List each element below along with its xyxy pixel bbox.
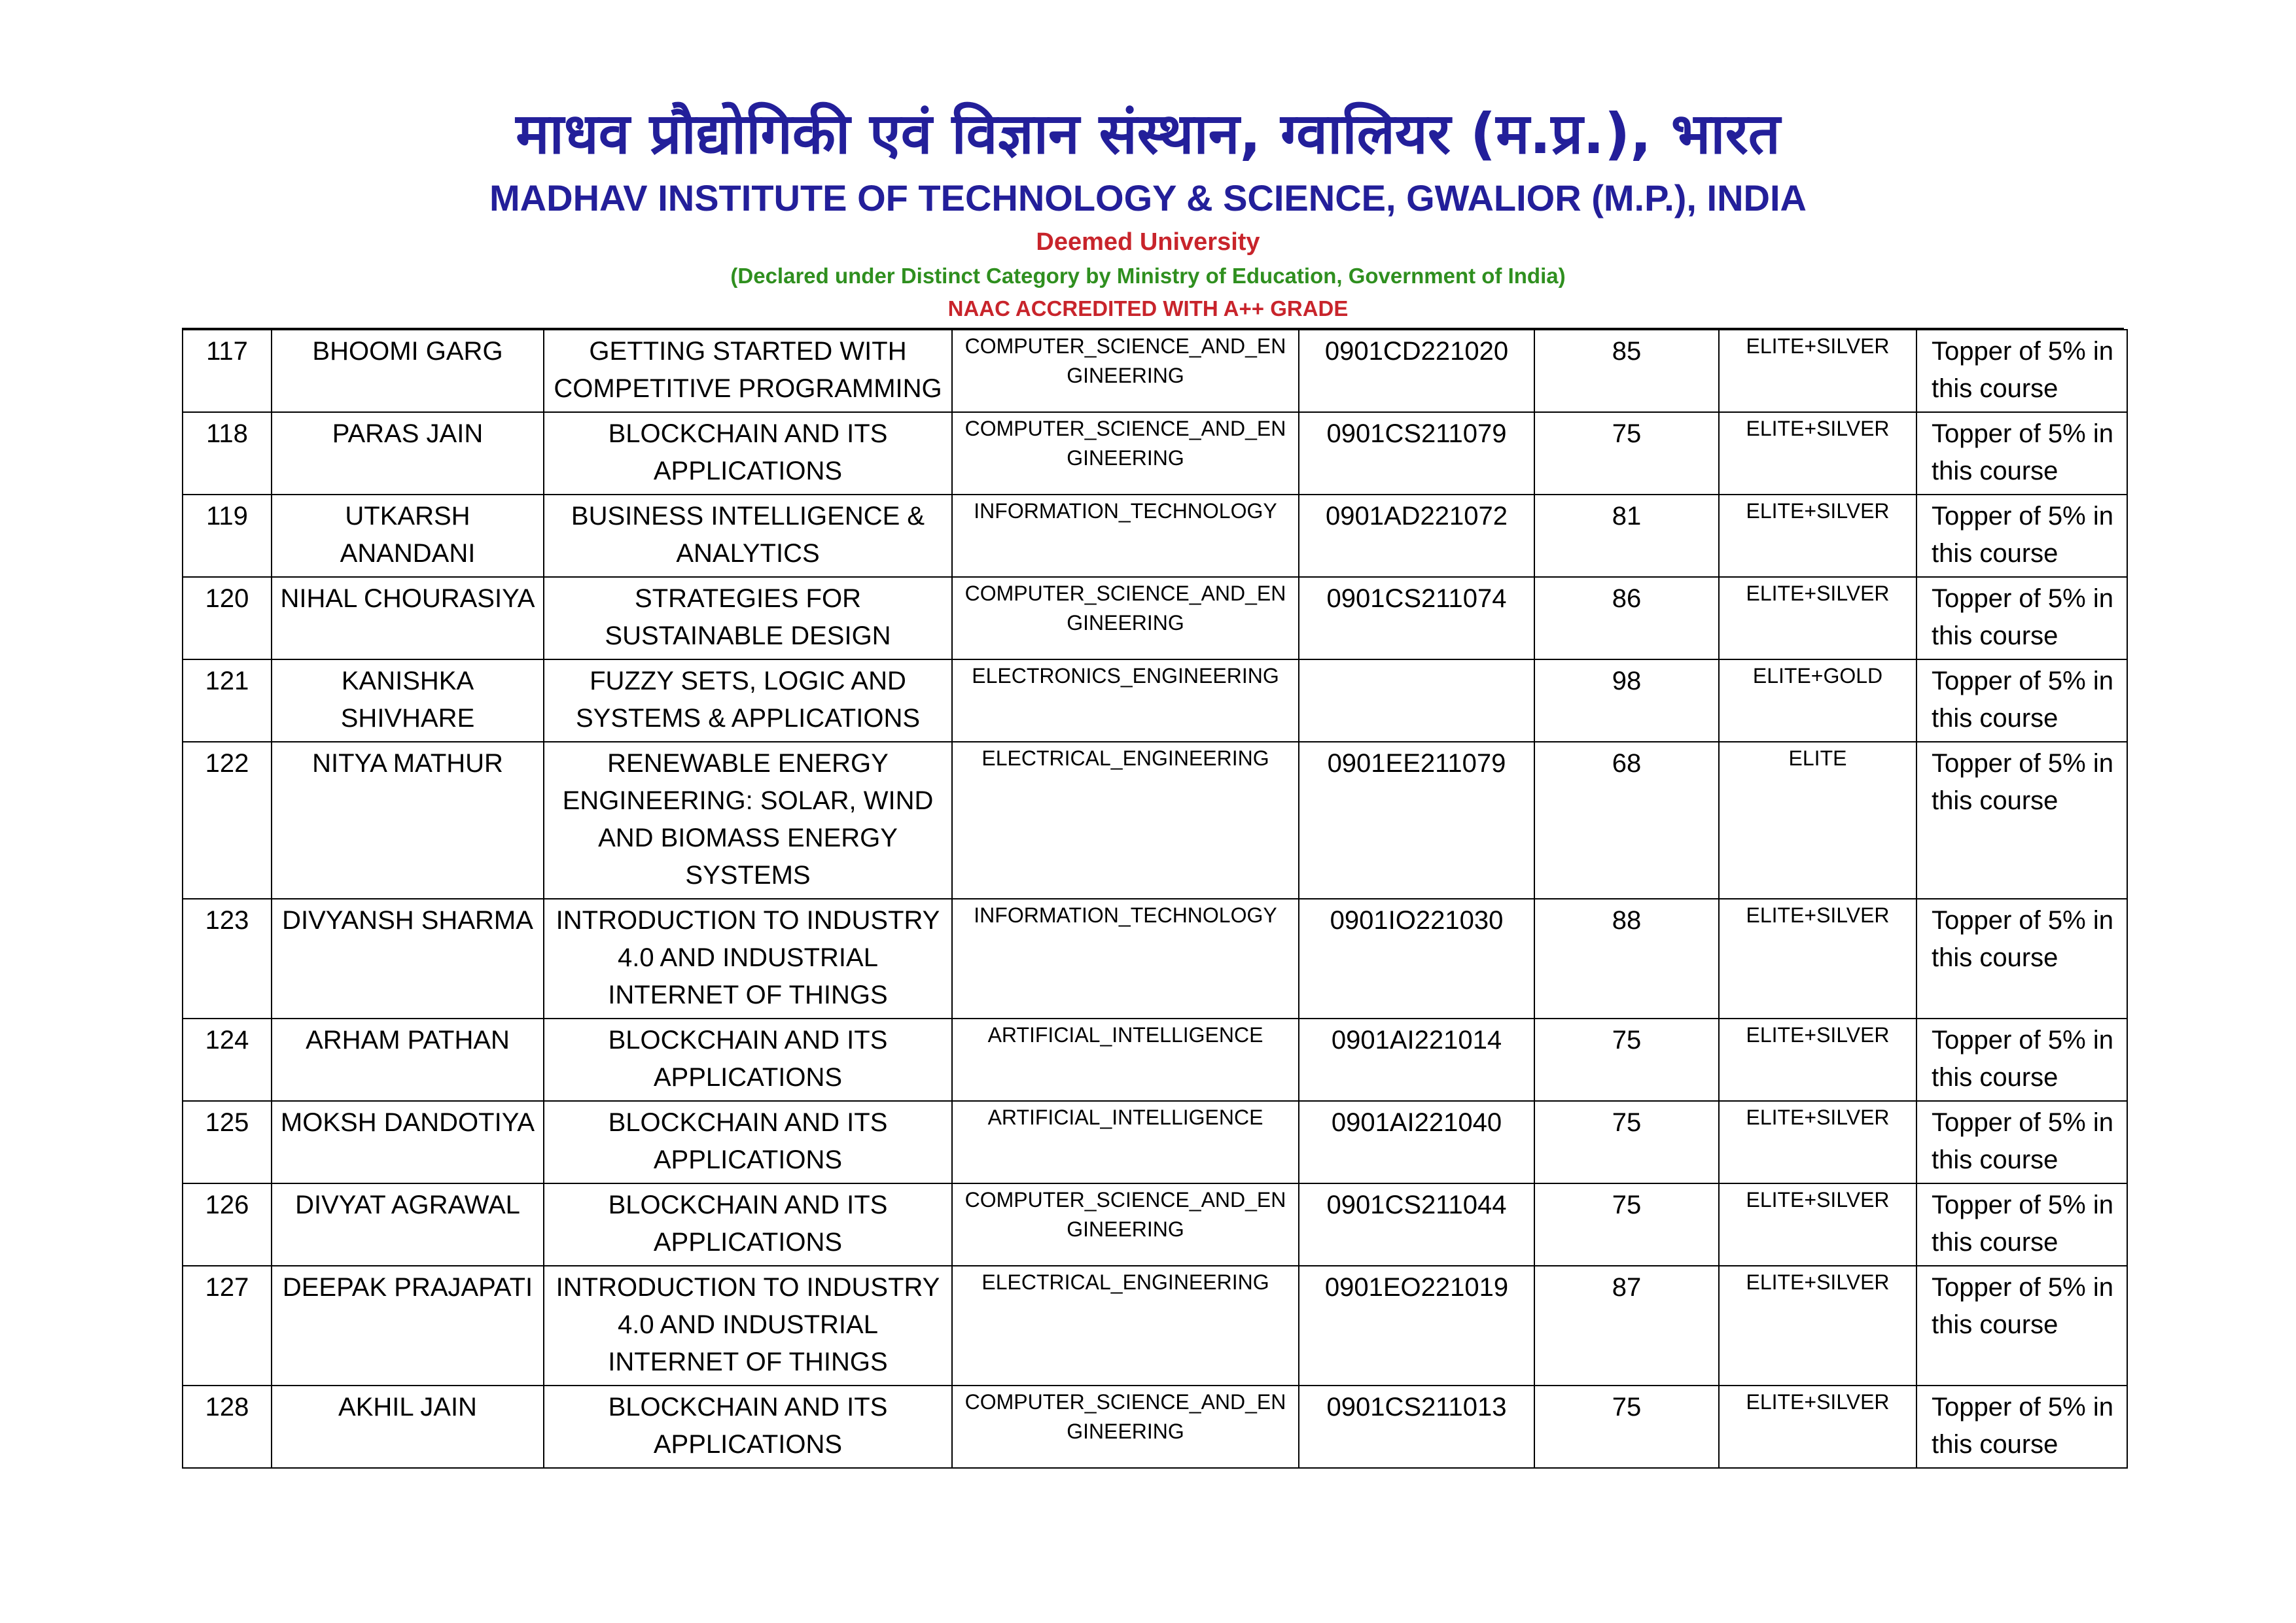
remark-cell: Topper of 5% in this course: [1916, 1183, 2127, 1266]
toppers-table: [182, 329, 2128, 1469]
course-name-cell: BLOCKCHAIN AND ITS APPLICATIONS: [544, 412, 952, 495]
course-name-cell: GETTING STARTED WITH COMPETITIVE PROGRAMMING: [544, 330, 952, 412]
serial-number-cell: 118: [183, 412, 272, 495]
department-cell: COMPUTER_SCIENCE_AND_ENGINEERING: [952, 1386, 1299, 1468]
table-row: [183, 1019, 2127, 1101]
score-cell: 75: [1534, 1386, 1719, 1468]
certificate-category-cell: ELITE+SILVER: [1719, 1101, 1916, 1183]
certificate-category-cell: ELITE: [1719, 742, 1916, 899]
table-row: [183, 742, 2127, 899]
table-row: [183, 412, 2127, 495]
serial-number-cell: 122: [183, 742, 272, 899]
enrollment-number-cell: 0901AI221014: [1299, 1019, 1534, 1101]
course-name-cell: INTRODUCTION TO INDUSTRY 4.0 AND INDUSTRIAL INTERNET OF THINGS: [544, 899, 952, 1019]
serial-number-cell: 120: [183, 577, 272, 659]
enrollment-number-cell: 0901EO221019: [1299, 1266, 1534, 1386]
student-name-cell: BHOOMI GARG: [272, 330, 544, 412]
score-cell: 86: [1534, 577, 1719, 659]
score-cell: 85: [1534, 330, 1719, 412]
remark-cell: Topper of 5% in this course: [1916, 1019, 2127, 1101]
remark-cell: Topper of 5% in this course: [1916, 1266, 2127, 1386]
table-row: [183, 577, 2127, 659]
certificate-category-cell: ELITE+SILVER: [1719, 1183, 1916, 1266]
course-name-cell: BUSINESS INTELLIGENCE & ANALYTICS: [544, 495, 952, 577]
serial-number-cell: 123: [183, 899, 272, 1019]
score-cell: 87: [1534, 1266, 1719, 1386]
remark-cell: Topper of 5% in this course: [1916, 330, 2127, 412]
serial-number-cell: 128: [183, 1386, 272, 1468]
department-cell: ELECTRICAL_ENGINEERING: [952, 1266, 1299, 1386]
certificate-category-cell: ELITE+SILVER: [1719, 1266, 1916, 1386]
declaration-note: (Declared under Distinct Category by Ministry of Education, Government of India): [730, 264, 1566, 288]
score-cell: 75: [1534, 1183, 1719, 1266]
serial-number-cell: 125: [183, 1101, 272, 1183]
certificate-category-cell: ELITE+GOLD: [1719, 659, 1916, 742]
table-row: [183, 495, 2127, 577]
course-name-cell: BLOCKCHAIN AND ITS APPLICATIONS: [544, 1019, 952, 1101]
student-name-cell: KANISHKA SHIVHARE: [272, 659, 544, 742]
score-cell: 75: [1534, 1019, 1719, 1101]
remark-cell: Topper of 5% in this course: [1916, 1101, 2127, 1183]
department-cell: ELECTRICAL_ENGINEERING: [952, 742, 1299, 899]
enrollment-number-cell: 0901AI221040: [1299, 1101, 1534, 1183]
certificate-category-cell: ELITE+SILVER: [1719, 330, 1916, 412]
naac-accreditation-label: NAAC ACCREDITED WITH A++ GRADE: [947, 296, 1349, 321]
department-cell: ELECTRONICS_ENGINEERING: [952, 659, 1299, 742]
student-name-cell: DIVYAT AGRAWAL: [272, 1183, 544, 1266]
course-name-cell: FUZZY SETS, LOGIC AND SYSTEMS & APPLICATIONS: [544, 659, 952, 742]
table-row: [183, 899, 2127, 1019]
course-name-cell: RENEWABLE ENERGY ENGINEERING: SOLAR, WIND AND BIOMASS ENERGY SYSTEMS: [544, 742, 952, 899]
score-cell: 88: [1534, 899, 1719, 1019]
course-name-cell: BLOCKCHAIN AND ITS APPLICATIONS: [544, 1386, 952, 1468]
certificate-category-cell: ELITE+SILVER: [1719, 495, 1916, 577]
department-cell: ARTIFICIAL_INTELLIGENCE: [952, 1101, 1299, 1183]
table-body: [183, 330, 2127, 1468]
institute-name-hindi: माधव प्रौद्योगिकी एवं विज्ञान संस्थान, ग्वालियर (म.प्र.), भारत: [516, 101, 1780, 167]
score-cell: 98: [1534, 659, 1719, 742]
student-name-cell: ARHAM PATHAN: [272, 1019, 544, 1101]
score-cell: 81: [1534, 495, 1719, 577]
enrollment-number-cell: 0901CS211079: [1299, 412, 1534, 495]
remark-cell: Topper of 5% in this course: [1916, 495, 2127, 577]
student-name-cell: NITYA MATHUR: [272, 742, 544, 899]
certificate-category-cell: ELITE+SILVER: [1719, 1019, 1916, 1101]
student-name-cell: UTKARSH ANANDANI: [272, 495, 544, 577]
course-name-cell: BLOCKCHAIN AND ITS APPLICATIONS: [544, 1101, 952, 1183]
enrollment-number-cell: 0901AD221072: [1299, 495, 1534, 577]
department-cell: ARTIFICIAL_INTELLIGENCE: [952, 1019, 1299, 1101]
student-name-cell: NIHAL CHOURASIYA: [272, 577, 544, 659]
department-cell: COMPUTER_SCIENCE_AND_ENGINEERING: [952, 330, 1299, 412]
enrollment-number-cell: 0901CS211074: [1299, 577, 1534, 659]
department-cell: INFORMATION_TECHNOLOGY: [952, 495, 1299, 577]
student-name-cell: DIVYANSH SHARMA: [272, 899, 544, 1019]
enrollment-number-cell: 0901CD221020: [1299, 330, 1534, 412]
table-row: [183, 1101, 2127, 1183]
enrollment-number-cell: 0901CS211044: [1299, 1183, 1534, 1266]
table-row: [183, 1266, 2127, 1386]
student-name-cell: AKHIL JAIN: [272, 1386, 544, 1468]
institute-name-english: MADHAV INSTITUTE OF TECHNOLOGY & SCIENCE, GWALIOR (M.P.), INDIA: [489, 177, 1807, 218]
deemed-university-label: Deemed University: [1036, 228, 1260, 256]
serial-number-cell: 119: [183, 495, 272, 577]
student-name-cell: DEEPAK PRAJAPATI: [272, 1266, 544, 1386]
enrollment-number-cell: 0901IO221030: [1299, 899, 1534, 1019]
remark-cell: Topper of 5% in this course: [1916, 577, 2127, 659]
serial-number-cell: 126: [183, 1183, 272, 1266]
course-name-cell: INTRODUCTION TO INDUSTRY 4.0 AND INDUSTRIAL INTERNET OF THINGS: [544, 1266, 952, 1386]
remark-cell: Topper of 5% in this course: [1916, 1386, 2127, 1468]
enrollment-number-cell: 0901EE211079: [1299, 742, 1534, 899]
score-cell: 68: [1534, 742, 1719, 899]
department-cell: COMPUTER_SCIENCE_AND_ENGINEERING: [952, 1183, 1299, 1266]
enrollment-number-cell: 0901CS211013: [1299, 1386, 1534, 1468]
remark-cell: Topper of 5% in this course: [1916, 899, 2127, 1019]
serial-number-cell: 124: [183, 1019, 272, 1101]
score-cell: 75: [1534, 1101, 1719, 1183]
certificate-category-cell: ELITE+SILVER: [1719, 1386, 1916, 1468]
course-name-cell: STRATEGIES FOR SUSTAINABLE DESIGN: [544, 577, 952, 659]
enrollment-number-cell: [1299, 659, 1534, 742]
department-cell: INFORMATION_TECHNOLOGY: [952, 899, 1299, 1019]
table-row: [183, 330, 2127, 412]
serial-number-cell: 127: [183, 1266, 272, 1386]
table-row: [183, 659, 2127, 742]
table-row: [183, 1183, 2127, 1266]
student-name-cell: MOKSH DANDOTIYA: [272, 1101, 544, 1183]
department-cell: COMPUTER_SCIENCE_AND_ENGINEERING: [952, 412, 1299, 495]
department-cell: COMPUTER_SCIENCE_AND_ENGINEERING: [952, 577, 1299, 659]
serial-number-cell: 117: [183, 330, 272, 412]
remark-cell: Topper of 5% in this course: [1916, 742, 2127, 899]
certificate-category-cell: ELITE+SILVER: [1719, 577, 1916, 659]
course-name-cell: BLOCKCHAIN AND ITS APPLICATIONS: [544, 1183, 952, 1266]
remark-cell: Topper of 5% in this course: [1916, 412, 2127, 495]
score-cell: 75: [1534, 412, 1719, 495]
certificate-category-cell: ELITE+SILVER: [1719, 899, 1916, 1019]
certificate-category-cell: ELITE+SILVER: [1719, 412, 1916, 495]
table-row: [183, 1386, 2127, 1468]
serial-number-cell: 121: [183, 659, 272, 742]
student-name-cell: PARAS JAIN: [272, 412, 544, 495]
remark-cell: Topper of 5% in this course: [1916, 659, 2127, 742]
